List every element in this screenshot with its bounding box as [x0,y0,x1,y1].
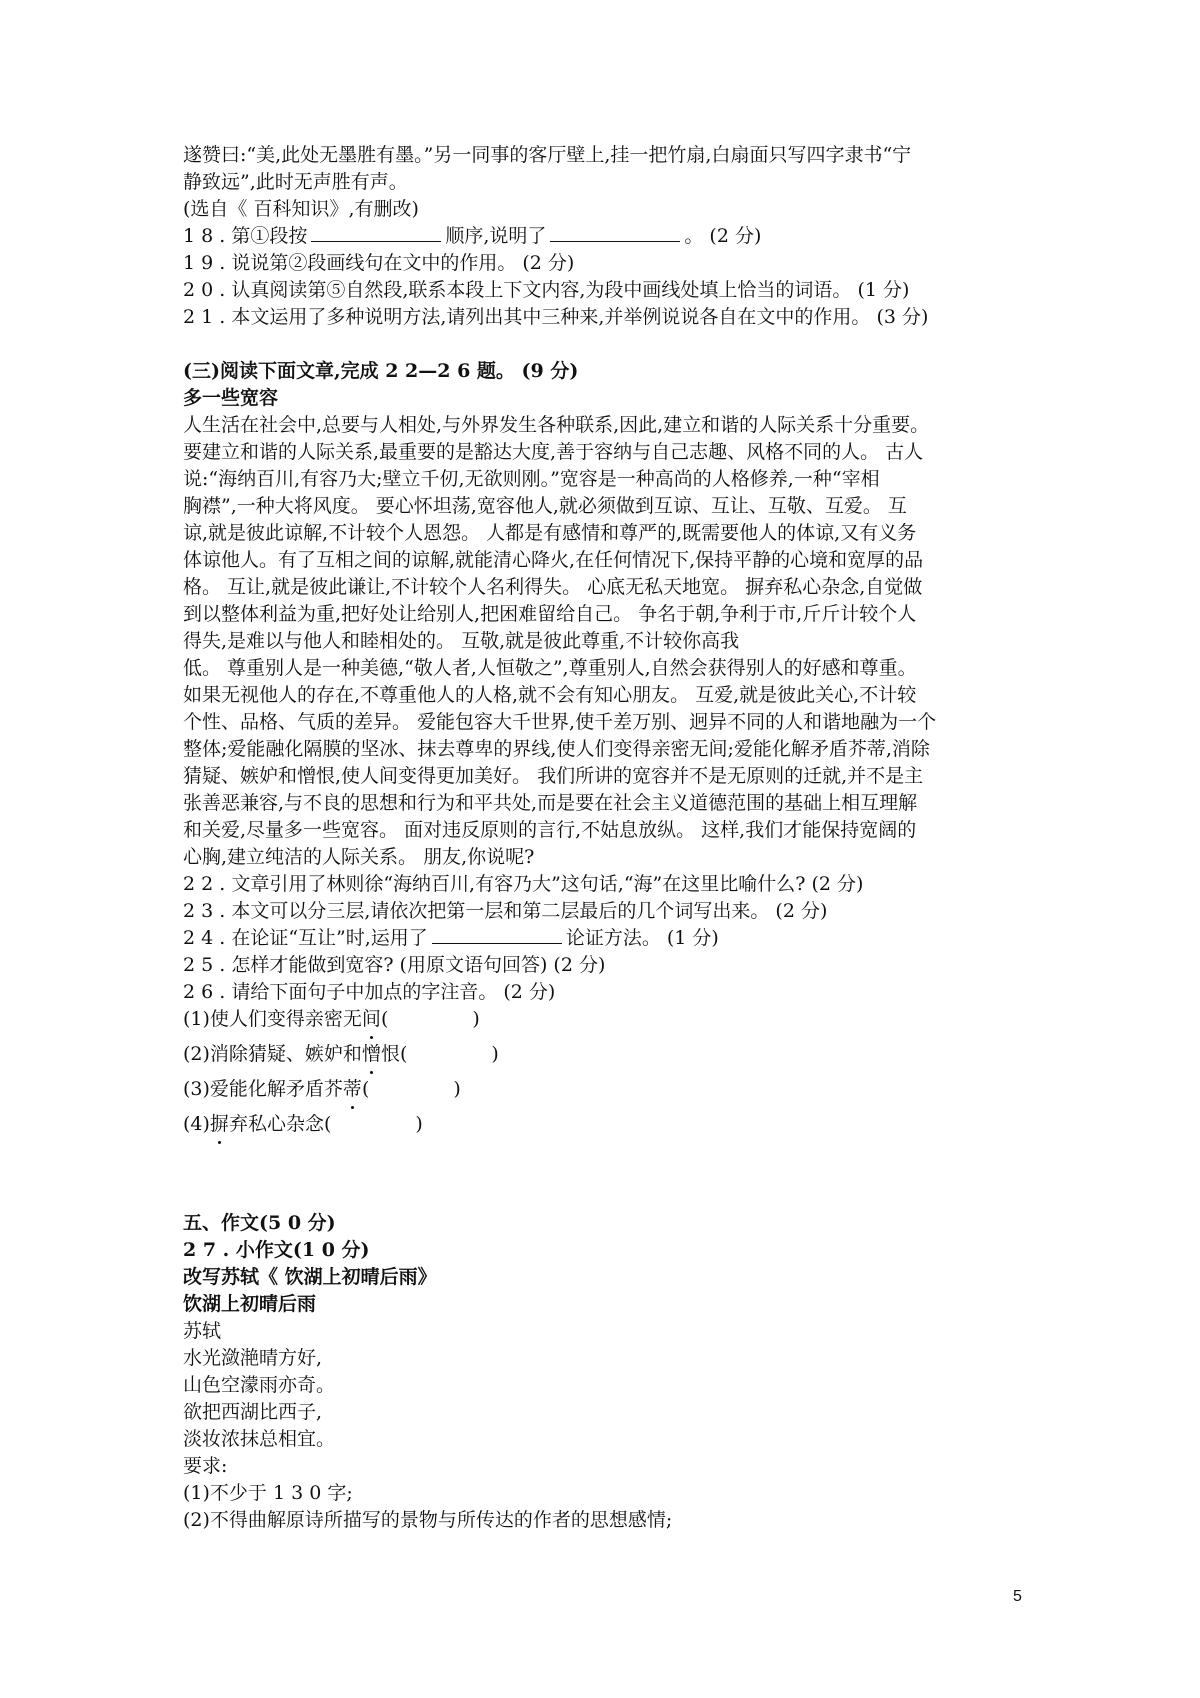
requirement-item: (1)不少于 1 3 0 字; [183,1482,353,1504]
question-text: 2 4 . 在论证“互让”时,运用了 [183,927,428,949]
item-text: (4) [183,1113,210,1135]
dotted-character: 蒂 [343,1076,362,1103]
question-text: 顺序,说明了 [445,225,547,247]
paren-open: ( [380,1008,389,1030]
paren-close: ) [491,1043,499,1065]
dotted-character: 憎 [362,1041,381,1068]
passage-line: 说:“海纳百川,有容乃大;壁立千仞,无欲则刚。”宽容是一种高尚的人格修养,一种“宰相 [183,468,880,490]
passage-line: 张善恶兼容,与不良的思想和行为和平共处,而是要在社会主义道德范围的基础上相互理解 [183,792,918,814]
writing-task: 改写苏轼《 饮湖上初晴后雨》 [183,1266,437,1288]
question-text: 论证方法。 (1 分) [565,927,719,949]
passage-line: 心胸,建立纯洁的人际关系。 朋友,你说呢? [183,846,535,868]
paren-close: ) [415,1113,423,1135]
section-3 [183,358,1043,871]
page-content [183,142,1043,1534]
pronunciation-item [183,1041,1043,1068]
spacer [183,331,1043,358]
passage-line: 人生活在社会中,总要与人相处,与外界发生各种联系,因此,建立和谐的人际关系十分重要。 [183,414,930,436]
section-heading: (三)阅读下面文章,完成 2 2—2 6 题。 (9 分) [183,360,579,382]
item-text: (3)爱能化解矛盾芥 [183,1078,343,1100]
paren-open: ( [323,1113,332,1135]
passage-line: 低。 尊重别人是一种美德,“敬人者,人恒敬之”,尊重别人,自然会获得别人的好感和尊重。 [183,657,917,679]
answer-blank[interactable] [550,223,680,242]
pronunciation-item [183,1111,1043,1138]
question-list [183,871,1043,1006]
passage-line: 谅,就是彼此谅解,不计较个人恩怨。 人都是有感情和尊严的,既需要他人的体谅,又有义务 [183,522,917,544]
dotted-character: 摒 [210,1111,229,1138]
intro-line: 静致远”,此时无声胜有声。 [183,171,408,193]
dotted-character: 间 [362,1006,381,1033]
passage-line: 到以整体利益为重,把好处让给别人,把困难留给自己。 争名于朝,争利于市,斤斤计较个人 [183,603,917,625]
question-23: 2 3 . 本文可以分三层,请依次把第一层和第二层最后的几个词写出来。 (2 分) [183,900,828,922]
item-text: (2)消除猜疑、嫉妒和 [183,1043,362,1065]
question-text: 1 8 . 第①段按 [183,225,308,247]
question-21: 2 1 . 本文运用了多种说明方法,请列出其中三种来,并举例说说各自在文中的作用。 (3 分) [183,306,929,328]
pronunciation-item [183,1006,1043,1033]
poet-name: 苏轼 [183,1320,222,1342]
section-heading: 五、作文(5 0 分) [183,1212,336,1234]
paren-open: ( [399,1043,408,1065]
section-5 [183,1210,1043,1534]
paren-close: ) [453,1078,461,1100]
answer-blank[interactable] [311,223,441,242]
article-passage [183,412,1043,871]
question-25: 2 5 . 怎样才能做到宽容? (用原文语句回答) (2 分) [183,954,606,976]
passage-line: 体谅他人。有了互相之间的谅解,就能清心降火,在任何情况下,保持平静的心境和宽厚的品 [183,549,924,571]
question-27: 2 7 . 小作文(1 0 分) [183,1239,370,1261]
passage-line: 和关爱,尽量多一些宽容。 面对违反原则的言行,不姑息放纵。 这样,我们才能保持宽阔的 [183,819,917,841]
question-18 [183,223,1043,250]
pronunciation-list [183,1006,1043,1138]
passage-line: 个性、品格、气质的差异。 爱能包容大千世界,使千差万别、迥异不同的人和谐地融为一个 [183,711,937,733]
passage-line: 猜疑、嫉妒和憎恨,使人间变得更加美好。 我们所讲的宽容并不是无原则的迁就,并不是主 [183,765,924,787]
passage-line: 要建立和谐的人际关系,最重要的是豁达大度,善于容纳与自己志趣、风格不同的人。 古人 [183,441,924,463]
poem-title: 饮湖上初晴后雨 [183,1293,317,1315]
passage-line: 胸襟”,一种大将风度。 要心怀坦荡,宽容他人,就必须做到互谅、互让、互敬、互爱。 互 [183,495,907,517]
intro-line: 遂赞曰:“美,此处无墨胜有墨。”另一同事的客厅壁上,挂一把竹扇,白扇面只写四字隶书“宁 [183,144,912,166]
spacer [183,1146,1043,1210]
question-text: 。 (2 分) [684,225,762,247]
question-24 [183,925,1043,952]
passage-line: 整体;爱能融化隔膜的坚冰、抹去尊卑的界线,使人们变得亲密无间;爱能化解矛盾芥蒂,消除 [183,738,930,760]
poem-line: 水光潋滟晴方好, [183,1347,323,1369]
item-text: (1)使人们变得亲密无 [183,1008,362,1030]
question-26: 2 6 . 请给下面句子中加点的字注音。 (2 分) [183,981,556,1003]
question-20: 2 0 . 认真阅读第⑤自然段,联系本段上下文内容,为段中画线处填上恰当的词语。 (1 分) [183,279,910,301]
question-22: 2 2 . 文章引用了林则徐“海纳百川,有容乃大”这句话,“海”在这里比喻什么? (2 分) [183,873,864,895]
poem-line: 山色空濛雨亦奇。 [183,1374,336,1396]
page-number: 5 [1013,1588,1022,1605]
article-title: 多一些宽容 [183,387,279,409]
pronunciation-item [183,1076,1043,1103]
poem-line: 欲把西湖比西子, [183,1401,323,1423]
item-text: 恨 [380,1043,400,1065]
intro-passage [183,142,1043,223]
passage-line: 得失,是难以与他人和睦相处的。 互敬,就是彼此尊重,不计较你高我 [183,630,740,652]
answer-blank[interactable] [432,925,562,944]
requirements-label: 要求: [183,1455,228,1477]
question-list [183,223,1043,331]
passage-line: 格。 互让,就是彼此谦让,不计较个人名利得失。 心底无私天地宽。 摒弃私心杂念,自觉做 [183,576,923,598]
poem-line: 淡妆浓抹总相宜。 [183,1428,336,1450]
paren-close: ) [472,1008,480,1030]
question-19: 1 9 . 说说第②段画线句在文中的作用。 (2 分) [183,252,575,274]
item-text: 弃私心杂念 [228,1113,324,1135]
paren-open: ( [361,1078,370,1100]
passage-line: 如果无视他人的存在,不尊重他人的人格,就不会有知心朋友。 互爱,就是彼此关心,不计较 [183,684,917,706]
source-note: (选自《 百科知识》,有删改) [183,198,419,220]
requirement-item: (2)不得曲解原诗所描写的景物与所传达的作者的思想感情; [183,1509,673,1531]
